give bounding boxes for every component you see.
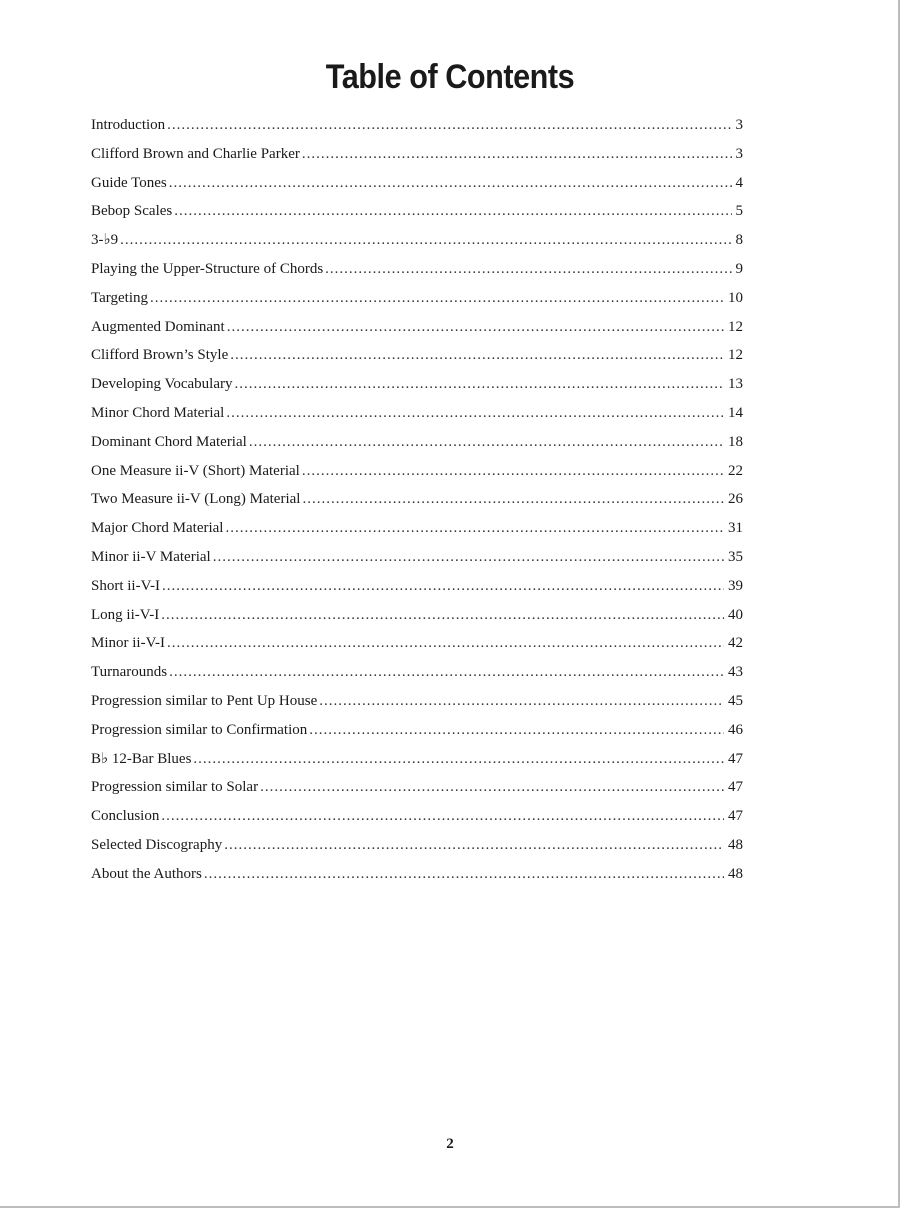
toc-entry-label: Developing Vocabulary — [91, 376, 233, 393]
toc-entry-label: Progression similar to Solar — [91, 779, 259, 796]
toc-entry-label: Clifford Brown’s Style — [91, 347, 229, 364]
toc-entry-page: 3 — [735, 145, 743, 162]
toc-entry-label: Dominant Chord Material — [91, 433, 247, 450]
page-title: Table of Contents — [325, 58, 575, 96]
dot-leader — [224, 831, 724, 860]
toc-entry-page: 35 — [728, 548, 743, 565]
dot-leader — [204, 860, 724, 889]
toc-entry — [91, 428, 743, 457]
dot-leader — [174, 197, 731, 226]
toc-entry-label: About the Authors — [91, 865, 202, 882]
toc-entry-label: Clifford Brown and Charlie Parker — [91, 145, 300, 162]
toc-entry — [91, 860, 743, 889]
toc-entry-label: 3-♭9 — [91, 232, 119, 249]
toc-entry — [91, 745, 743, 774]
toc-entry-label: Selected Discography — [91, 836, 223, 853]
toc-entry — [91, 601, 743, 630]
toc-entry-label: Minor Chord Material — [91, 404, 225, 421]
toc-entry-page: 4 — [735, 174, 743, 191]
dot-leader — [309, 716, 724, 745]
toc-entry — [91, 485, 743, 514]
toc-entry — [91, 514, 743, 543]
toc-entry — [91, 226, 743, 255]
toc-entry-page: 43 — [728, 664, 743, 681]
toc-entry-label: Major Chord Material — [91, 520, 224, 537]
toc-entry-label: Two Measure ii-V (Long) Material — [91, 491, 301, 508]
dot-leader — [150, 284, 724, 313]
toc-entry-page: 14 — [728, 404, 743, 421]
dot-leader — [249, 428, 724, 457]
dot-leader — [193, 745, 724, 774]
dot-leader — [161, 601, 724, 630]
toc-entry-page: 47 — [728, 750, 743, 767]
toc-entry-page: 45 — [728, 692, 743, 709]
toc-entry-label: Progression similar to Pent Up House — [91, 692, 318, 709]
toc-entry — [91, 313, 743, 342]
page-number: 2 — [446, 1136, 454, 1152]
toc-entry-page: 47 — [728, 808, 743, 825]
dot-leader — [260, 773, 724, 802]
toc-entry-label: Progression similar to Confirmation — [91, 721, 308, 738]
toc-entry-page: 42 — [728, 635, 743, 652]
toc-entry — [91, 169, 743, 198]
dot-leader — [169, 658, 724, 687]
toc-entry-page: 26 — [728, 491, 743, 508]
dot-leader — [162, 572, 724, 601]
toc-entry-page: 46 — [728, 721, 743, 738]
toc-entry-page: 12 — [728, 318, 743, 335]
toc-entry-page: 39 — [728, 577, 743, 594]
toc-entry — [91, 543, 743, 572]
dot-leader — [226, 399, 724, 428]
toc-entry — [91, 370, 743, 399]
toc-entry-page: 18 — [728, 433, 743, 450]
toc-entry-page: 12 — [728, 347, 743, 364]
toc-entry-page: 3 — [735, 117, 743, 133]
dot-leader — [230, 341, 724, 370]
dot-leader — [213, 543, 724, 572]
toc-entry-page: 22 — [728, 462, 743, 479]
dot-leader — [167, 629, 724, 658]
toc-entry — [91, 687, 743, 716]
dot-leader — [167, 111, 731, 140]
toc-entry-label: Introduction — [91, 117, 166, 133]
toc-entry — [91, 284, 743, 313]
toc-entry-label: Guide Tones — [91, 174, 167, 191]
toc-entry-page: 31 — [728, 520, 743, 537]
toc-entry-label: One Measure ii-V (Short) Material — [91, 462, 300, 479]
toc-entry-label: Bebop Scales — [91, 203, 173, 220]
toc-entry-label: Augmented Dominant — [91, 318, 225, 335]
dot-leader — [235, 370, 725, 399]
toc-entry — [91, 140, 743, 169]
dot-leader — [169, 169, 732, 198]
toc-entry-label: Playing the Upper-Structure of Chords — [91, 260, 324, 277]
dot-leader — [161, 802, 724, 831]
table-of-contents — [91, 111, 743, 889]
toc-entry-label: Turnarounds — [91, 664, 168, 681]
toc-entry-page: 48 — [728, 865, 743, 882]
toc-entry-page: 10 — [728, 289, 743, 306]
toc-entry — [91, 341, 743, 370]
toc-entry — [91, 457, 743, 486]
toc-entry-label: Minor ii-V-I — [91, 635, 166, 652]
toc-entry-page: 13 — [728, 376, 743, 393]
dot-leader — [319, 687, 724, 716]
toc-entry-label: Long ii-V-I — [91, 606, 160, 623]
dot-leader — [302, 457, 724, 486]
toc-entry-page: 47 — [728, 779, 743, 796]
toc-entry — [91, 399, 743, 428]
dot-leader — [120, 226, 731, 255]
toc-entry — [91, 197, 743, 226]
toc-entry — [91, 111, 743, 140]
toc-entry — [91, 773, 743, 802]
toc-entry — [91, 658, 743, 687]
toc-entry — [91, 572, 743, 601]
toc-entry-page: 8 — [735, 232, 743, 249]
toc-entry-label: Targeting — [91, 289, 148, 306]
dot-leader — [302, 485, 724, 514]
dot-leader — [227, 313, 724, 342]
toc-entry-label: Short ii-V-I — [91, 577, 161, 594]
toc-entry-page: 9 — [735, 260, 743, 277]
toc-entry — [91, 831, 743, 860]
toc-entry-label: Minor ii-V Material — [91, 548, 211, 565]
dot-leader — [325, 255, 731, 284]
toc-entry — [91, 802, 743, 831]
toc-entry-page: 5 — [735, 203, 743, 220]
dot-leader — [302, 140, 732, 169]
toc-entry — [91, 255, 743, 284]
toc-entry-label: Conclusion — [91, 808, 160, 825]
toc-entry — [91, 716, 743, 745]
toc-entry-label: B♭ 12-Bar Blues — [91, 750, 192, 767]
toc-entry-page: 40 — [728, 606, 743, 623]
dot-leader — [225, 514, 724, 543]
toc-entry — [91, 629, 743, 658]
toc-entry-page: 48 — [728, 836, 743, 853]
